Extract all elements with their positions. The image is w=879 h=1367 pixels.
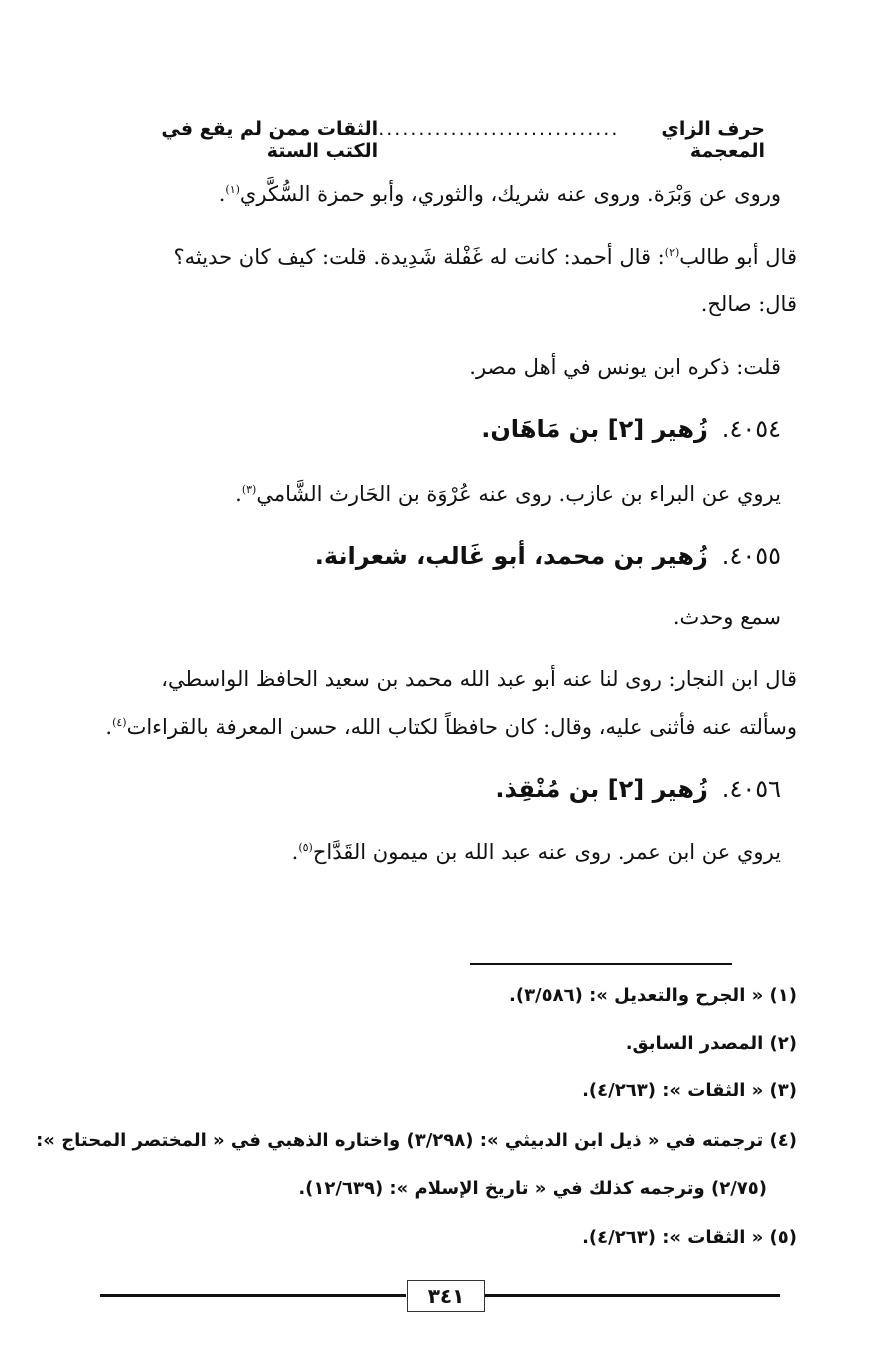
body-text: يروي عن البراء بن عازب. روى عنه عُرْوَة بن الحَارث الشَّامي — [256, 482, 781, 506]
bottom-rule-left — [100, 1294, 406, 1297]
footnote-1: (١) « الجرح والتعديل »: (٣/٥٨٦). — [508, 985, 797, 1006]
body-text: . — [235, 482, 242, 506]
body-text: . — [105, 715, 113, 739]
footnote-ref: (٥) — [298, 841, 313, 854]
entry-heading-4055 — [315, 542, 781, 570]
body-text: وسألته عنه فأثنى عليه، وقال: كان حافظاً لكتاب الله، حسن المعرفة بالقراءات — [126, 715, 797, 739]
entry-number: ٤٠٥٤. — [721, 415, 781, 443]
footnote-3: (٣) « الثقات »: (٤/٢٦٣). — [582, 1080, 797, 1101]
header-leader-dots: .............................. — [378, 118, 620, 140]
body-line: قال ابن النجار: روى لنا عنه أبو عبد الله محمد بن سعيد الحافظ الواسطي، — [161, 667, 797, 691]
body-line: قلت: ذكره ابن يونس في أهل مصر. — [469, 355, 781, 379]
body-line — [174, 245, 797, 269]
page-number: ٣٤١ — [407, 1280, 485, 1312]
footnote-separator — [470, 963, 732, 965]
footnote-ref: (٣) — [241, 483, 257, 496]
footnote-4-continued: (٢/٧٥) وترجمه كذلك في « تاريخ الإسلام »: (١٢/٦٣٩). — [298, 1178, 767, 1199]
entry-name: زُهير بن محمد، أبو غَالب، شعرانة. — [314, 542, 708, 570]
entry-heading-4056 — [495, 775, 781, 803]
entry-number: ٤٠٥٥. — [721, 542, 781, 570]
body-text: قال أبو طالب — [679, 245, 797, 269]
body-text: : قال أحمد: كانت له غَفْلة شَدِيدة. قلت: كيف كان حديثه؟ — [173, 245, 665, 269]
entry-name: زُهير [٢] بن مَاهَان. — [481, 415, 708, 443]
body-line: قال: صالح. — [700, 292, 797, 316]
footnote-5: (٥) « الثقات »: (٤/٢٦٣). — [582, 1227, 797, 1248]
body-line: سمع وحدث. — [672, 605, 781, 629]
entry-number: ٤٠٥٦. — [721, 775, 781, 803]
footnote-ref: (١) — [225, 183, 240, 196]
footnote-4: (٤) ترجمته في « ذيل ابن الدبيثي »: (٣/٢٩٨) واختاره الذهبي في « المختصر المحتاج »: — [36, 1130, 797, 1151]
footnote-ref: (٤) — [112, 716, 127, 729]
header-chapter-title: حرف الزاي المعجمة — [661, 118, 765, 162]
body-text: يروي عن ابن عمر. روى عنه عبد الله بن ميمون القَدَّاح — [312, 840, 781, 864]
body-line — [235, 482, 781, 506]
body-line — [292, 840, 781, 864]
entry-name: زُهير [٢] بن مُنْقِذ. — [495, 775, 708, 803]
body-text: . — [218, 182, 226, 206]
header-book-title: الثقات ممن لم يقع في الكتب الستة — [161, 118, 379, 162]
body-text: وروى عن وَبْرَة. وروى عنه شريك، والثوري، وأبو حمزة السُّكَّري — [239, 182, 781, 206]
running-header — [115, 118, 765, 162]
entry-heading-4054 — [481, 415, 781, 443]
bottom-rule-right — [484, 1294, 780, 1297]
body-line — [219, 182, 781, 206]
footnote-2: (٢) المصدر السابق. — [625, 1033, 797, 1054]
footnote-ref: (٢) — [664, 246, 680, 259]
body-line — [105, 715, 797, 739]
body-text: . — [291, 840, 299, 864]
